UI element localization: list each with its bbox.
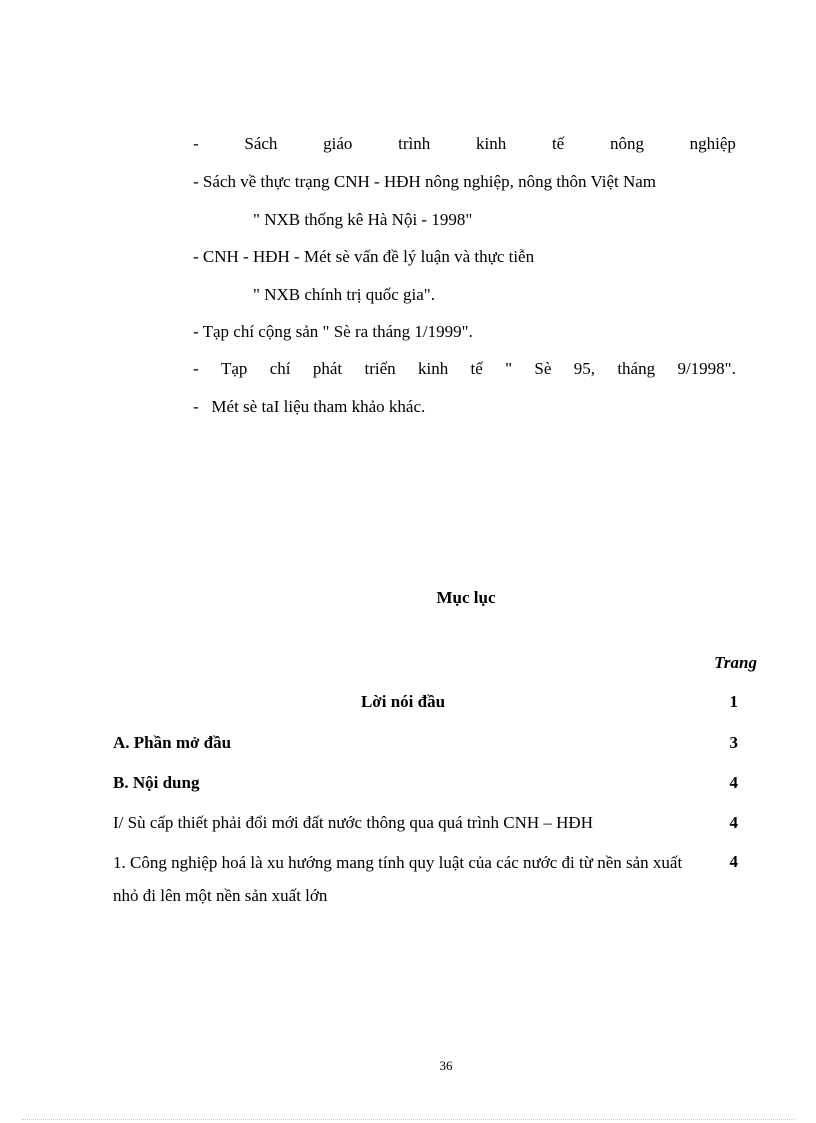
reference-item-4: - Tạp chí cộng sản " Sè ra tháng 1/1999". bbox=[193, 322, 473, 341]
page-number: 36 bbox=[439, 1058, 453, 1073]
word: phát bbox=[312, 359, 343, 378]
reference-item-5 bbox=[193, 357, 736, 381]
word: triển bbox=[364, 359, 396, 378]
word: Tạp bbox=[221, 359, 248, 378]
toc-page-header: Trang bbox=[714, 653, 757, 672]
reference-item-2: - Sách về thực trạng CNH - HĐH nông nghiệp, nông thôn Việt Nam bbox=[193, 172, 657, 191]
word: - bbox=[193, 134, 199, 153]
word: kinh bbox=[475, 134, 507, 153]
word: nghiệp bbox=[689, 134, 736, 153]
reference-item-3: - CNH - HĐH - Mét sè vấn đề lý luận và thực tiễn bbox=[193, 247, 535, 266]
word: 9/1998". bbox=[677, 359, 736, 378]
reference-item-1 bbox=[193, 132, 736, 156]
word: tế bbox=[551, 134, 565, 153]
toc-entry-page: 1 bbox=[729, 692, 738, 711]
toc-entry-label: A. Phần mở đầu bbox=[113, 733, 232, 752]
word: Sách bbox=[244, 134, 278, 153]
word: Sè bbox=[534, 359, 552, 378]
toc-entry-page: 4 bbox=[729, 813, 738, 832]
word: giáo bbox=[323, 134, 353, 153]
toc-entry-page: 3 bbox=[729, 733, 738, 752]
toc-entry-label: I/ Sù cấp thiết phải đổi mới đất nước thông qua quá trình CNH – HĐH bbox=[113, 813, 593, 832]
word: nông bbox=[609, 134, 644, 153]
word: - bbox=[193, 359, 199, 378]
word: tế bbox=[470, 359, 483, 378]
toc-entry-label: Lời nói đầu bbox=[360, 692, 446, 711]
page-bottom-divider bbox=[22, 1119, 794, 1120]
word: chí bbox=[269, 359, 291, 378]
reference-item-6: - Mét sè taI liệu tham khảo khác. bbox=[193, 397, 426, 416]
word: kinh bbox=[417, 359, 449, 378]
word: tháng bbox=[617, 359, 656, 378]
toc-entry-label: B. Nội dung bbox=[113, 773, 200, 792]
reference-publisher-3: " NXB chính trị quốc gia". bbox=[253, 285, 435, 304]
word: trình bbox=[398, 134, 431, 153]
toc-entry-label: 1. Công nghiệp hoá là xu hướng mang tính quy luật của các nước đi từ nền sản xuất nhỏ đi lên một nền sản xuất lớn bbox=[113, 853, 683, 905]
word: " bbox=[505, 359, 513, 378]
toc-title: Mục lục bbox=[436, 588, 496, 607]
word: 95, bbox=[573, 359, 595, 378]
toc-entry-page: 4 bbox=[729, 773, 738, 792]
toc-entry-page: 4 bbox=[729, 852, 738, 871]
reference-publisher-2: " NXB thống kê Hà Nội - 1998" bbox=[253, 210, 473, 229]
